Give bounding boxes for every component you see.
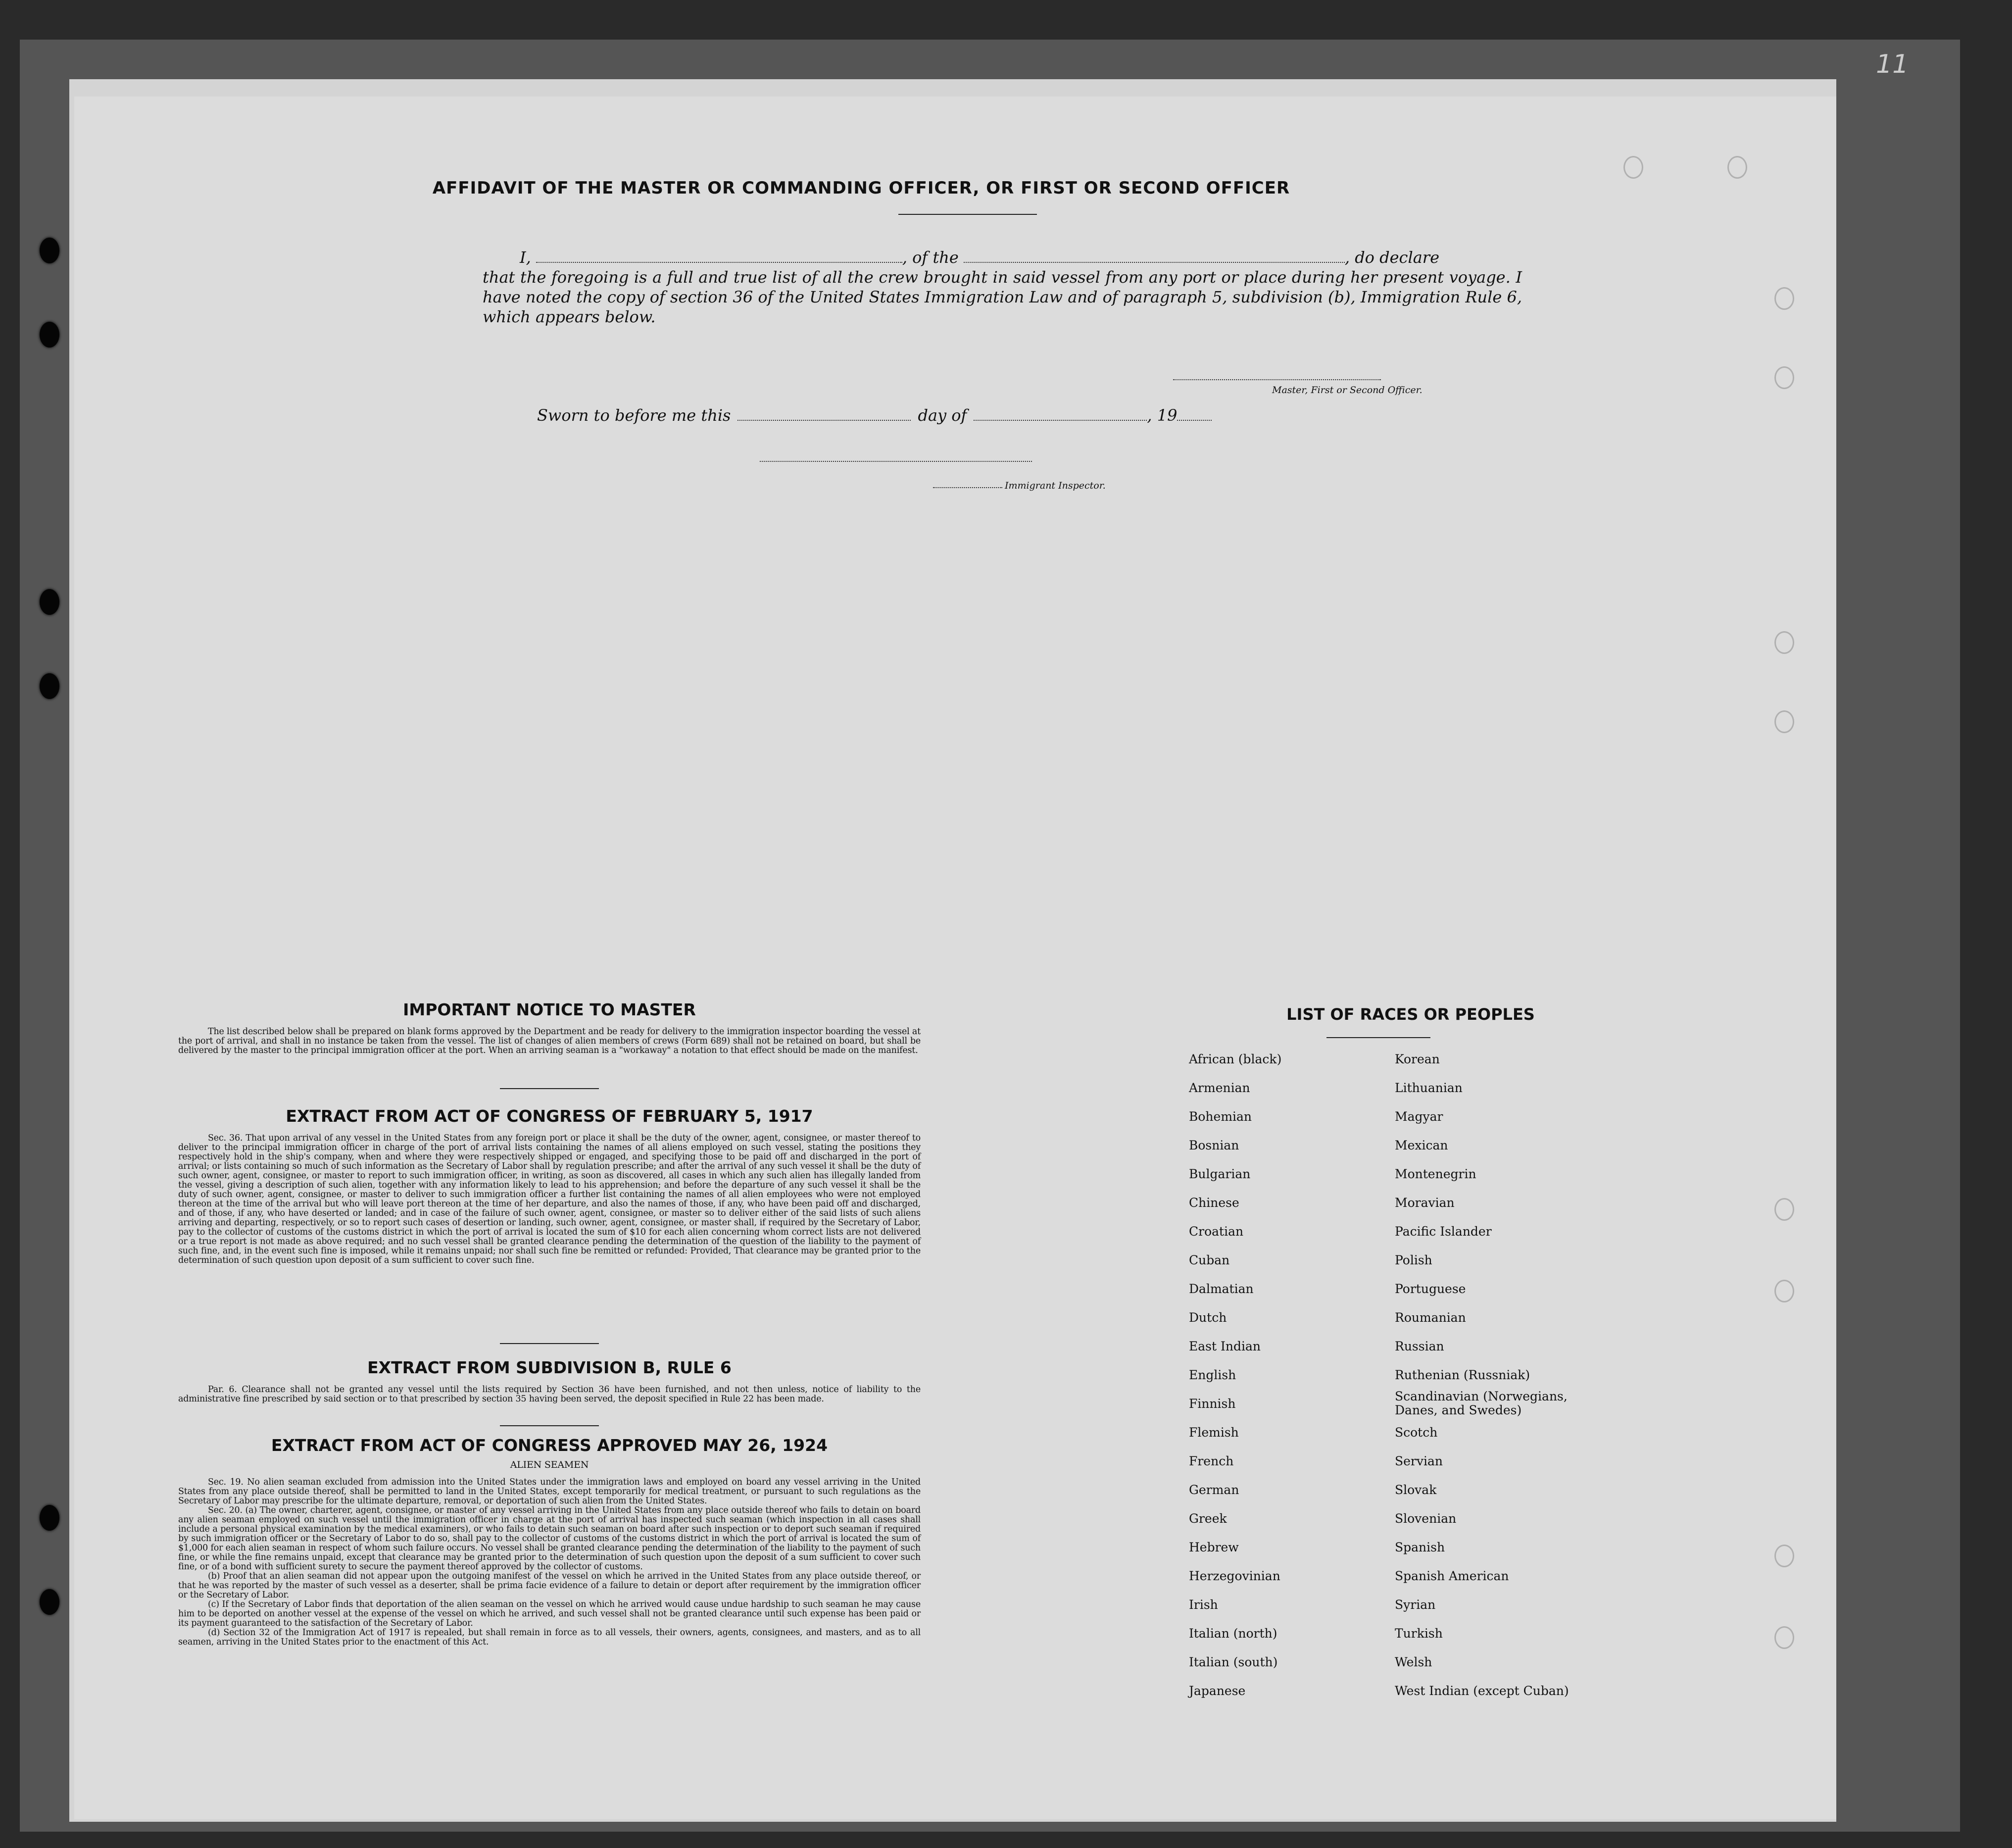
- sworn-month-field[interactable]: [974, 417, 1147, 421]
- punch-ring: [1774, 366, 1794, 389]
- do-declare-label: , do declare: [1344, 248, 1439, 267]
- punch-ring: [1623, 156, 1643, 179]
- binder-hole: [40, 1589, 59, 1615]
- extract-1924-paragraph: (c) If the Secretary of Labor finds that deportation of the alien seaman on the vessel on which he arrived would cause undue hardship to such seaman he may cause him to be deported on another vessel at the expense of the vessel on which he arrived, and such vessel shall not be granted clearance until such expense has been paid or its payment guaranteed to the satisfaction of the Secretary of Labor.: [178, 1599, 921, 1628]
- punch-ring: [1774, 1280, 1794, 1302]
- race-item: Pacific Islander: [1395, 1224, 1492, 1239]
- extract-1917-title: EXTRACT FROM ACT OF CONGRESS OF FEBRUARY 5, 1917: [286, 1106, 813, 1126]
- extract-rule6-text: Par. 6. Clearance shall not be granted any vessel until the lists required by Section 36 have been furnished, and not then unless, notice of liability to the administrative fine prescribed by said section or to that prescribed by section 35 having been served, the deposit specified in Rule 22 has been made.: [178, 1385, 921, 1404]
- affidavit-paragraph: that the foregoing is a full and true list of all the crew brought in said vessel from any port or place during her present voyage. I have noted the copy of section 36 of the United States Immigration Law and of paragraph 5, subdivision (b), Immigration Rule 6, which appears below.: [483, 268, 1522, 326]
- race-item: Greek: [1189, 1511, 1227, 1526]
- notice-divider: [500, 1088, 599, 1089]
- race-item: West Indian (except Cuban): [1395, 1684, 1569, 1698]
- form-page: [74, 97, 1836, 1819]
- extract-rule6-divider: [500, 1425, 599, 1426]
- notice-text: The list described below shall be prepared on blank forms approved by the Department and be ready for delivery to the immigration inspector boarding the vessel at the port of arrival, and shall in no instance be taken from the vessel. The list of changes of alien members of crews (Form 689) shall not be retained on board, but shall be delivered by the master to the principal immigration officer at the port. When an arriving seaman is a "workaway" a notation to that effect should be made on the manifest.: [178, 1027, 921, 1055]
- extract-1924-paragraph: Sec. 20. (a) The owner, charterer, agent, consignee, or master of any vessel arriving in the United States from any place outside thereof who fails to detain on board any alien seaman employed on such vessel until the immigration officer in charge at the port of arrival has inspected such seaman (which inspection in all cases shall include a personal physical examination by the medical examiners), or who fails to detain such seaman on board after such inspection or to deport such seaman if required by such immigration officer or the Secretary of Labor to do so, shall pay to the collector of customs of the customs district in which the port of arrival is located the sum of $1,000 for each alien seaman in respect of whom such failure occurs. No vessel shall be granted clearance pending the determination of the liability to the payment of such fine, or while the fine remains unpaid, except that clearance may be granted prior to the determination of such question upon the deposit of a sum sufficient to cover such fine, or of a bond with sufficient surety to secure the payment thereof approved by the collector of customs.: [178, 1505, 921, 1572]
- vessel-field[interactable]: [964, 259, 1345, 263]
- race-item: Servian: [1395, 1454, 1443, 1468]
- binder-hole: [40, 589, 59, 615]
- sworn-line: [537, 406, 1212, 425]
- punch-ring: [1774, 1198, 1794, 1221]
- race-item: Welsh: [1395, 1655, 1432, 1669]
- race-item: Russian: [1395, 1339, 1444, 1353]
- races-title: LIST OF RACES OR PEOPLES: [1286, 1005, 1535, 1024]
- races-divider: [1326, 1037, 1430, 1038]
- race-item: Herzegovinian: [1189, 1569, 1280, 1583]
- corner-mark: 11: [1876, 50, 1909, 79]
- master-signature-line[interactable]: [1173, 376, 1381, 380]
- i-prefix: I,: [520, 248, 531, 267]
- race-item: Scotch: [1395, 1425, 1438, 1440]
- race-item: East Indian: [1189, 1339, 1261, 1353]
- day-of-label: day of: [918, 406, 967, 425]
- title-divider: [898, 214, 1037, 215]
- inspector-short-line[interactable]: [933, 484, 1002, 488]
- race-item: Moravian: [1395, 1196, 1455, 1210]
- inspector-label: Immigrant Inspector.: [1005, 480, 1106, 491]
- race-item: African (black): [1189, 1052, 1282, 1066]
- extract-1924-text: [178, 1478, 921, 1647]
- punch-ring: [1774, 1626, 1794, 1649]
- race-item: Chinese: [1189, 1196, 1239, 1210]
- race-item: Dalmatian: [1189, 1282, 1254, 1296]
- race-item: Bohemian: [1189, 1109, 1252, 1124]
- race-item: Irish: [1189, 1598, 1218, 1612]
- punch-ring: [1774, 631, 1794, 654]
- race-item: Turkish: [1395, 1626, 1443, 1641]
- race-item: Dutch: [1189, 1310, 1227, 1325]
- race-item: Spanish American: [1395, 1569, 1509, 1583]
- race-item: Syrian: [1395, 1598, 1436, 1612]
- race-item: Cuban: [1189, 1253, 1230, 1267]
- punch-ring: [1774, 1545, 1794, 1567]
- extract-1924-subtitle: ALIEN SEAMEN: [510, 1459, 589, 1470]
- sworn-day-field[interactable]: [737, 417, 911, 421]
- extract-1924-paragraph: (b) Proof that an alien seaman did not appear upon the outgoing manifest of the vessel on which he arrived in the United States from any place outside thereof, or that he was reported by the master of such vessel as a deserter, shall be prima facie evidence of a failure to detain or deport after requirement by the immigration officer or the Secretary of Labor.: [178, 1571, 921, 1600]
- inspector-signature-line[interactable]: [760, 458, 1032, 462]
- race-item: Bosnian: [1189, 1138, 1239, 1152]
- race-item: German: [1189, 1483, 1239, 1497]
- extract-1917-divider: [500, 1343, 599, 1344]
- race-item: Spanish: [1395, 1540, 1445, 1554]
- year-prefix: , 19: [1147, 406, 1178, 425]
- race-item: Mexican: [1395, 1138, 1448, 1152]
- master-signature-label: Master, First or Second Officer.: [1272, 385, 1423, 396]
- race-item: Flemish: [1189, 1425, 1239, 1440]
- race-item: Ruthenian (Russniak): [1395, 1368, 1530, 1382]
- declaration-line: [483, 248, 1522, 267]
- race-item: Armenian: [1189, 1081, 1250, 1095]
- sworn-year-field[interactable]: [1177, 417, 1212, 421]
- extract-rule6-title: EXTRACT FROM SUBDIVISION B, RULE 6: [367, 1358, 732, 1377]
- binder-hole: [40, 1505, 59, 1531]
- race-item: Portuguese: [1395, 1282, 1466, 1296]
- race-item: English: [1189, 1368, 1236, 1382]
- race-item: Slovak: [1395, 1483, 1437, 1497]
- extract-1917-text: Sec. 36. That upon arrival of any vessel in the United States from any foreign port or place it shall be the duty of the owner, agent, consignee, or master thereof to deliver to the principal immigration officer in charge of the port of arrival lists containing the names of all aliens employed on such vessel, stating the positions they respectively hold in the ship's company, when and where they were respectively shipped or engaged, and specifying those to be paid off and discharged in the port of arrival; or lists containing so much of such information as the Secretary of Labor shall by regulation prescribe; and after the arrival of any such vessel it shall be the duty of such owner, agent, consignee, or master to report to such immigration officer, in writing, as soon as discovered, all cases in which any such alien has illegally landed from the vessel, giving a description of such alien, together with any information likely to lead to his apprehension; and before the departure of any such vessel it shall be the duty of such owner, agent, consignee, or master to deliver to such immigration officer a further list containing the names of all alien employees who were not employed thereon at the time of the arrival but who will leave port thereon at the time of her departure, and also the names of those, if any, who have been paid off and discharged, and of those, if any, who have deserted or landed; and in case of the failure of such owner, agent, consignee, or master so to deliver either of the said lists of such aliens arriving and departing, respectively, or so to report such cases of desertion or landing, such owner, agent, consignee, or master shall, if required by the Secretary of Labor, pay to the collector of customs of the customs district in which the port of arrival is located the sum of $10 for each alien concerning whom correct lists are not delivered or a true report is not made as above required; and no such vessel shall be granted clearance pending the determination of the question of the liability to the payment of such fine, and, in the event such fine is imposed, while it remains unpaid; nor shall such fine be remitted or refunded: Provided, That clearance may be granted prior to the determination of such question upon deposit of a sum sufficient to cover such fine.: [178, 1133, 921, 1265]
- punch-ring: [1727, 156, 1747, 179]
- race-item: Lithuanian: [1395, 1081, 1463, 1095]
- of-the-label: , of the: [902, 248, 959, 267]
- notice-title: IMPORTANT NOTICE TO MASTER: [403, 1000, 696, 1019]
- binder-hole: [40, 322, 59, 348]
- race-item: Hebrew: [1189, 1540, 1239, 1554]
- race-item: Scandinavian (Norwegians, Danes, and Swedes): [1395, 1389, 1568, 1417]
- race-item: Japanese: [1189, 1684, 1246, 1698]
- extract-1924-title: EXTRACT FROM ACT OF CONGRESS APPROVED MAY 26, 1924: [271, 1436, 828, 1455]
- race-item: Italian (south): [1189, 1655, 1278, 1669]
- race-item: Croatian: [1189, 1224, 1244, 1239]
- race-item: Finnish: [1189, 1397, 1236, 1411]
- extract-1924-paragraph: (d) Section 32 of the Immigration Act of 1917 is repealed, but shall remain in force as to all vessels, their owners, agents, consignees, and masters, and as to all seamen, arriving in the United States prior to the enactment of this Act.: [178, 1628, 921, 1647]
- extract-1924-paragraph: Sec. 19. No alien seaman excluded from admission into the United States under the immigration laws and employed on board any vessel arriving in the United States from any place outside thereof, shall be permitted to land in the United States, except temporarily for medical treatment, or pursuant to such regulations as the Secretary of Labor may prescribe for the ultimate departure, removal, or deportation of such alien from the United States.: [178, 1477, 921, 1506]
- race-item: Magyar: [1395, 1109, 1443, 1124]
- affidavit-text: [483, 248, 1522, 327]
- race-item: Korean: [1395, 1052, 1440, 1066]
- punch-ring: [1774, 287, 1794, 310]
- race-item: French: [1189, 1454, 1234, 1468]
- name-field[interactable]: [536, 259, 902, 263]
- race-item: Polish: [1395, 1253, 1432, 1267]
- punch-ring: [1774, 710, 1794, 733]
- binder-hole: [40, 238, 59, 263]
- race-item: Slovenian: [1395, 1511, 1457, 1526]
- race-item: Italian (north): [1189, 1626, 1277, 1641]
- affidavit-title: AFFIDAVIT OF THE MASTER OR COMMANDING OFFICER, OR FIRST OR SECOND OFFICER: [432, 178, 1290, 198]
- race-item: Bulgarian: [1189, 1167, 1251, 1181]
- binder-hole: [40, 673, 59, 699]
- sworn-prefix: Sworn to before me this: [537, 406, 731, 425]
- race-item: Montenegrin: [1395, 1167, 1476, 1181]
- race-item: Roumanian: [1395, 1310, 1466, 1325]
